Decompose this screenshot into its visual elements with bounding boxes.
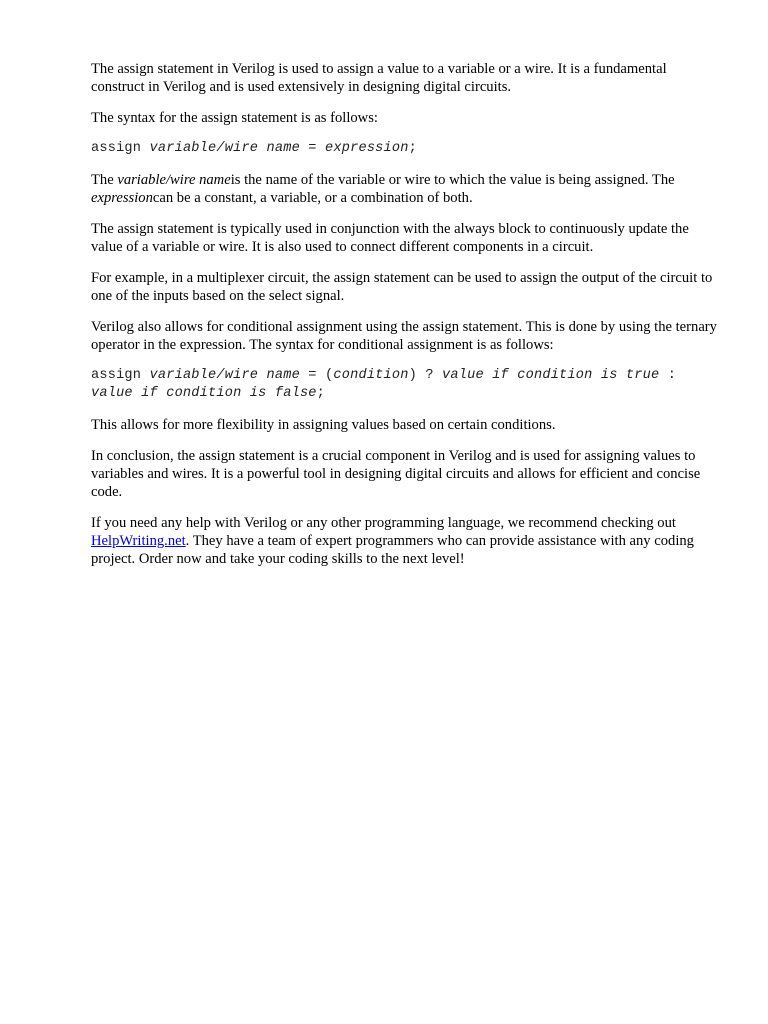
code-assign-syntax xyxy=(91,140,723,158)
code-condition: condition xyxy=(333,368,409,383)
document-body xyxy=(91,60,723,581)
text-segment: . They have a team of expert programmers who can provide assistance with any coding project. Order now and take your coding skills to the next level! xyxy=(91,533,694,567)
paragraph-example: For example, in a multiplexer circuit, the assign statement can be used to assign the output of the circuit to one of the inputs based on the select signal. xyxy=(91,270,713,304)
code-terminator: ; xyxy=(408,141,417,156)
paragraph-flexibility: This allows for more flexibility in assigning values based on certain conditions. xyxy=(91,417,556,433)
text-segment: can be a constant, a variable, or a combination of both. xyxy=(152,190,473,206)
paragraph-conclusion: In conclusion, the assign statement is a crucial component in Verilog and is used for assigning values to variables and wires. It is a powerful tool in designing digital circuits and allows for efficient and concise code. xyxy=(91,448,701,500)
code-keyword: assign xyxy=(91,141,150,156)
code-expression: expression xyxy=(325,141,409,156)
paragraph-intro: The assign statement in Verilog is used to assign a value to a variable or a wire. It is a fundamental construct in Verilog and is used extensively in designing digital circuits. xyxy=(91,61,667,95)
paragraph-definitions xyxy=(91,171,723,207)
paragraph-syntax-intro: The syntax for the assign statement is as follows: xyxy=(91,110,378,126)
code-false-value: value if condition is false xyxy=(91,386,317,401)
helpwriting-link[interactable]: HelpWriting.net xyxy=(91,533,186,549)
code-operator: : xyxy=(659,368,677,383)
code-conditional-syntax xyxy=(91,367,723,403)
text-segment: The xyxy=(91,172,118,188)
code-operator: = ( xyxy=(299,368,334,383)
term-expression: expression xyxy=(91,190,153,206)
text-segment: is the name of the variable or wire to which the value is being assigned. The xyxy=(230,172,675,188)
code-operator: ) ? xyxy=(408,368,443,383)
paragraph-promo xyxy=(91,514,723,568)
code-variable: variable/wire name xyxy=(149,141,300,156)
text-segment: If you need any help with Verilog or any other programming language, we recommend checking out xyxy=(91,515,676,531)
paragraph-usage: The assign statement is typically used in conjunction with the always block to continuously update the value of a variable or wire. It is also used to connect different components in a circuit. xyxy=(91,221,689,255)
code-keyword: assign xyxy=(91,368,150,383)
code-terminator: ; xyxy=(316,386,326,401)
code-operator: = xyxy=(299,141,326,156)
paragraph-conditional: Verilog also allows for conditional assignment using the assign statement. This is done by using the ternary operator in the expression. The syntax for conditional assignment is as follows: xyxy=(91,319,717,353)
code-true-value: value if condition is true xyxy=(442,368,660,383)
code-variable: variable/wire name xyxy=(149,368,300,383)
term-variable-wire-name: variable/wire name xyxy=(117,172,231,188)
